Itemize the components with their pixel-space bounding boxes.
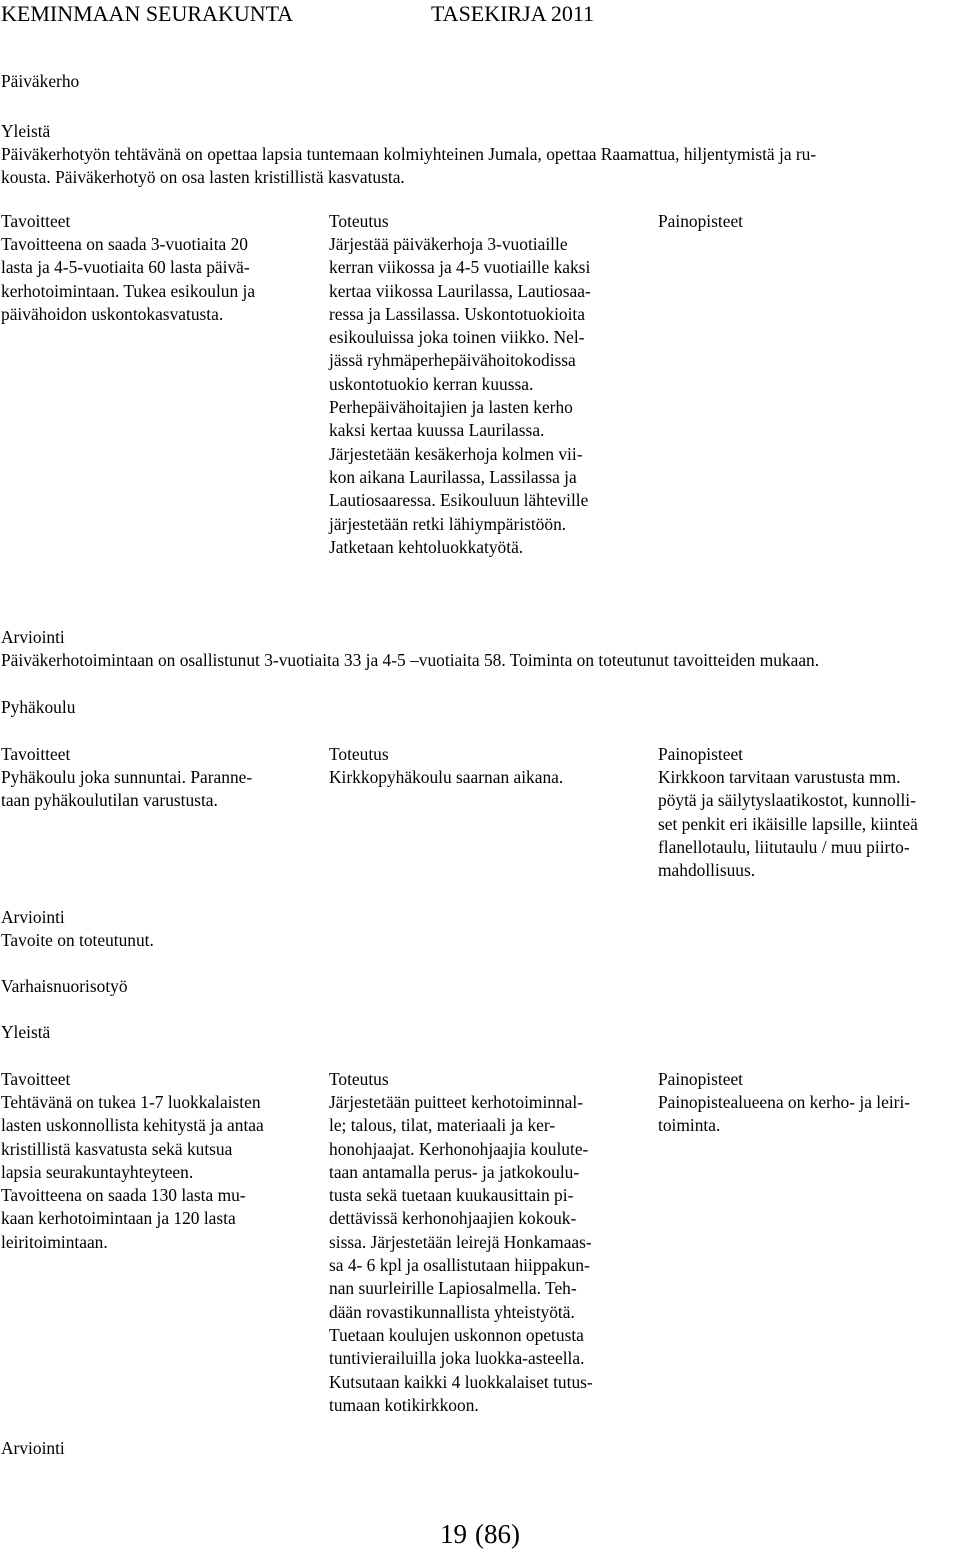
- text-line: nan suurleirille Lapiosalmella. Teh-: [329, 1278, 577, 1299]
- text-line: kousta. Päiväkerhotyö on osa lasten kristillistä kasvatusta.: [1, 167, 405, 188]
- text-line: uskontotuokio kerran kuussa.: [329, 373, 534, 394]
- column-heading-implementation: Toteutus: [329, 1069, 389, 1089]
- section-title-pyhakoulu: Pyhäkoulu: [1, 697, 76, 717]
- evaluation-heading: Arviointi: [1, 627, 65, 647]
- text-line: dettävissä kerhonohjaajien kokouk-: [329, 1208, 577, 1229]
- text-line: lapsia seurakuntayhteyteen.: [1, 1161, 194, 1182]
- focus-text: [658, 1091, 958, 1138]
- evaluation-text: Päiväkerhotoimintaan on osallistunut 3-vuotiaita 33 ja 4-5 –vuotiaita 58. Toiminta on toteutunut tavoitteiden mukaan.: [1, 650, 820, 670]
- goals-text: [1, 1091, 306, 1254]
- text-line: esikouluissa joka toinen viikko. Nel-: [329, 327, 585, 348]
- text-line: sissa. Järjestetään leirejä Honkamaas-: [329, 1231, 592, 1252]
- text-line: Tavoitteena on saada 3-vuotiaita 20: [1, 234, 248, 254]
- text-line: Järjestää päiväkerhoja 3-vuotiaille: [329, 234, 568, 254]
- text-line: tumaan kotikirkkoon.: [329, 1394, 479, 1415]
- text-line: kerran viikossa ja 4-5 vuotiaille kaksi: [329, 257, 591, 278]
- page-number: [0, 1518, 960, 1550]
- text-line: kaan kerhotoimintaan ja 120 lasta: [1, 1208, 236, 1229]
- text-line: kertaa viikossa Laurilassa, Lautiosaa-: [329, 280, 591, 301]
- text-line: Järjestetään puitteet kerhotoiminnal-: [329, 1092, 584, 1112]
- text-line: pöytä ja säilytyslaatikostot, kunnolli-: [658, 790, 916, 811]
- text-line: jässä ryhmäperhepäivähoitokodissa: [329, 350, 576, 371]
- text-line: järjestetään retki lähiympäristöön.: [329, 513, 567, 534]
- column-heading-implementation: Toteutus: [329, 744, 389, 764]
- text-line: Tehtävänä on tukea 1-7 luokkalaisten: [1, 1092, 261, 1112]
- column-heading-goals: Tavoitteet: [1, 211, 71, 231]
- text-line: tusta sekä tuetaan kuukausittain pi-: [329, 1185, 574, 1206]
- page-total: (86): [475, 1519, 520, 1549]
- text-line: Lautiosaaressa. Esikouluun lähteville: [329, 490, 589, 511]
- evaluation-text: Tavoite on toteutunut.: [1, 930, 154, 950]
- goals-text: [1, 233, 306, 326]
- text-line: Kutsutaan kaikki 4 luokkalaiset tutus-: [329, 1371, 593, 1392]
- text-line: kaksi kertaa kuussa Laurilassa.: [329, 420, 545, 441]
- text-line: Pyhäkoulu joka sunnuntai. Paranne-: [1, 767, 253, 787]
- implementation-text: [329, 1091, 644, 1417]
- page-header: [1, 0, 595, 28]
- column-heading-focus: Painopisteet: [658, 1069, 744, 1089]
- text-line: Jatketaan kehtoluokkatyötä.: [329, 536, 524, 557]
- text-line: lasten uskonnollista kehitystä ja antaa: [1, 1115, 264, 1136]
- text-line: honohjaajat. Kerhonohjaajia koulute-: [329, 1138, 589, 1159]
- evaluation-heading: Arviointi: [1, 1438, 65, 1458]
- text-line: Tuetaan koulujen uskonnon opetusta: [329, 1324, 584, 1345]
- text-line: kon aikana Laurilassa, Lassilassa ja: [329, 466, 577, 487]
- text-line: lasta ja 4-5-vuotiaita 60 lasta päivä-: [1, 257, 250, 278]
- text-line: dään rovastikunnallista yhteistyötä.: [329, 1301, 575, 1322]
- column-heading-goals: Tavoitteet: [1, 744, 71, 764]
- text-line: Kirkkopyhäkoulu saarnan aikana.: [329, 767, 564, 787]
- focus-text: [658, 766, 958, 882]
- text-line: päivähoidon uskontokasvatusta.: [1, 303, 224, 324]
- section-title-paivakerho: Päiväkerho: [1, 71, 80, 91]
- text-line: tuntivierailuilla joka luokka-asteella.: [329, 1348, 585, 1369]
- general-text: [1, 143, 816, 190]
- text-line: le; talous, tilat, materiaali ja ker-: [329, 1115, 556, 1136]
- document-title: TASEKIRJA 2011: [431, 1, 595, 26]
- text-line: taan pyhäkoulutilan varustusta.: [1, 790, 218, 811]
- text-line: taan antamalla perus- ja jatkokoulu-: [329, 1161, 580, 1182]
- text-line: flanellotaulu, liitutaulu / muu piirto-: [658, 836, 910, 857]
- text-line: Kirkkoon tarvitaan varustusta mm.: [658, 767, 901, 787]
- implementation-text: [329, 233, 644, 559]
- text-line: kerhotoimintaan. Tukea esikoulun ja: [1, 280, 256, 301]
- column-heading-focus: Painopisteet: [658, 211, 744, 231]
- column-heading-goals: Tavoitteet: [1, 1069, 71, 1089]
- text-line: toiminta.: [658, 1115, 721, 1136]
- general-heading: Yleistä: [1, 1022, 51, 1042]
- text-line: sa 4- 6 kpl ja osallistutaan hiippakun-: [329, 1255, 590, 1276]
- text-line: Tavoitteena on saada 130 lasta mu-: [1, 1185, 246, 1206]
- column-heading-focus: Painopisteet: [658, 744, 744, 764]
- column-heading-implementation: Toteutus: [329, 211, 389, 231]
- text-line: Päiväkerhotyön tehtävänä on opettaa lapsia tuntemaan kolmiyhteinen Jumala, opettaa Raamattua, hiljentymistä ja ru-: [1, 144, 817, 164]
- text-line: leiritoimintaan.: [1, 1231, 108, 1252]
- text-line: Perhepäivähoitajien ja lasten kerho: [329, 397, 573, 418]
- text-line: ressa ja Lassilassa. Uskontotuokioita: [329, 303, 585, 324]
- implementation-text: [329, 766, 644, 789]
- text-line: Painopistealueena on kerho- ja leiri-: [658, 1092, 911, 1112]
- section-title-varhaisnuorisotyo: Varhaisnuorisotyö: [1, 976, 128, 996]
- goals-text: [1, 766, 306, 813]
- text-line: set penkit eri ikäisille lapsille, kiinteä: [658, 813, 918, 834]
- page-current: 19: [440, 1519, 467, 1549]
- text-line: kristillistä kasvatusta sekä kutsua: [1, 1138, 233, 1159]
- organization-name: KEMINMAAN SEURAKUNTA: [1, 1, 294, 26]
- text-line: Järjestetään kesäkerhoja kolmen vii-: [329, 443, 583, 464]
- text-line: mahdollisuus.: [658, 860, 756, 881]
- evaluation-heading: Arviointi: [1, 907, 65, 927]
- general-heading: Yleistä: [1, 121, 51, 141]
